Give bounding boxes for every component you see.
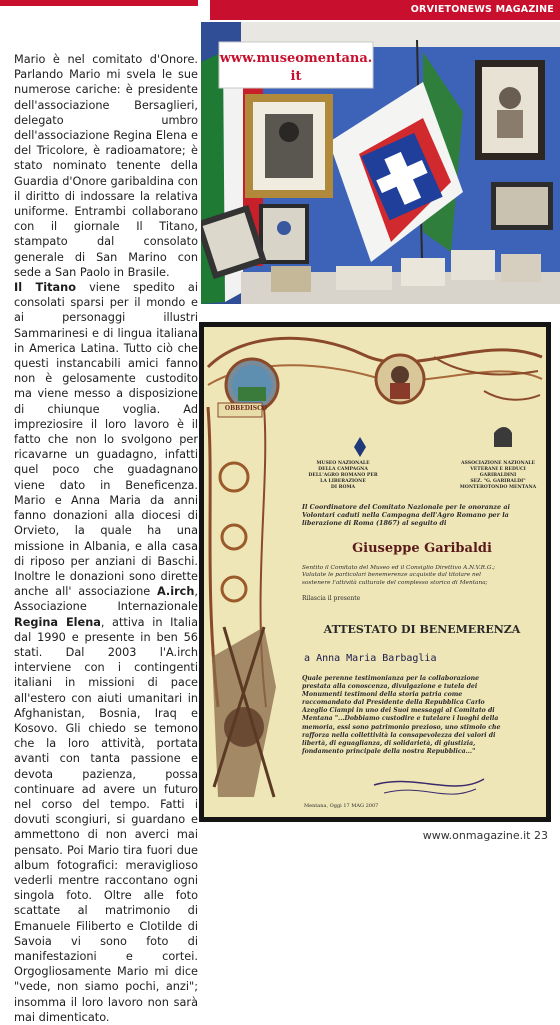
page-footer [423, 829, 548, 842]
citation-line: Monumenti testimoni della storia patria come [302, 691, 463, 699]
caption-line: GARIBALDINI [479, 473, 517, 478]
citation-line: rafforza nella collettività la consapevolezza dei valori di [302, 731, 496, 739]
recipient-name: Anna Maria Barbaglia [316, 653, 437, 664]
coordinator-intro [302, 503, 542, 528]
sentito-line: Sentito il Comitato del Museo ed il Consiglio Direttivo A.N.V.R.G.; [302, 565, 496, 571]
article-text-2: viene spedito ai consolati sparsi per il mondo e ai personaggi illustri Sammarinesi e di lingua italiana in America Latina. Tutto ciò che questi instancabili amici fanno non è gelosamente custodito ma viene messo a disposizione di chiunque voglia. Ad impreziosire il loro lavoro è il fatto che non lo svolgono per ricavarne un guadagno, infatti quel poco che guadagnano viene dato in Beneficenza. Mario e Anna Maria da anni fanno donazioni alla diocesi di Orvieto, la quale ha una missione in Albania, e alla casa di riposo per anziani di Baschi. Inoltre le donazioni sono dirette anche all' associazione [14, 281, 198, 599]
caption-line: DELLA CAMPAGNA [318, 467, 368, 472]
article-text-4: , attiva in Italia dal 1990 e presente in ben 56 stati. Dal 2003 l'A.irch interviene con i contingenti italiani in missioni di pace all'estero con aiuti umanitari in Afghanistan, Bosnia, Iraq e Kosovo. Gli chiedo se temono che la loro attività, portata avanti con tanta passione e devota pazienza, possa continuare ad avere un futuro nel corso del tempo. Fatti i dovuti scongiuri, si guardano e ammettono di non averci mai pensato. Poi Mario tira fuori due album fotografici: meraviglioso vederli mentre raccontano ogni singola foto. Oltre alle foto scattate al matrimonio di Emanuele Filiberto e Clotilde di Savoia vi sono foto di manifestazioni e cortei. Orgogliosamente Mario mi dice "vede, non siamo pochi, anzi"; insomma il loro lavoro non sarà mai dimenticato. [14, 615, 198, 1024]
obbedisco-banner: OBBEDISCO [224, 405, 268, 412]
citation-line: Mentana "...Dobbiamo custodire e tutelare i luoghi della [302, 715, 499, 723]
citation-body [302, 675, 542, 756]
citation-line: Quale perenne testimonianza per la collaborazione [302, 675, 480, 682]
intro-line: Il Coordinatore del Comitato Nazionale per le onoranze ai [302, 503, 510, 511]
citation-line: prestata alla conoscenza, divulgazione e tutela dei [302, 683, 478, 691]
place-date: Mentana, Oggi 17 MAG 2007 [304, 803, 379, 809]
sentito-line: sostenere l'attività culturale del complesso storico di Mentana; [302, 579, 488, 586]
citation-line: raccomandato dal Presidente della Repubblica Carlo [302, 699, 485, 707]
caption-line: MUSEO NAZIONALE [316, 461, 370, 466]
caption-line: LA LIBERAZIONE [320, 479, 366, 484]
association-logo-caption [452, 461, 544, 491]
attestato-title: ATTESTATO DI BENEMERENZA [323, 623, 521, 636]
citation-line: Azeglio Ciampi in uno dei Suoi messaggi al Comitato di [302, 707, 495, 715]
article-text-1: Mario è nel comitato d'Onore. Parlando Mario mi svela le sue numerose cariche: è presidente dell'associazione Bersaglieri, delegato umbro dell'associazione Regina Elena e del Tricolore, è radioamatore; è stato nominato tenente della Guardia d'Onore garibaldina con il diritto di indossare la relativa uniforme. Entrambi collaborano con il giornale Il Titano, stampato dal consolato generale di San Marino con sede a San Paolo in Brasile. [14, 53, 198, 279]
caption-line: SEZ. "G. GARIBALDI" [470, 479, 526, 484]
museum-photo [201, 22, 560, 304]
article-text-3: , Associazione Internazionale [14, 585, 198, 614]
caption-line: VETERANI E REDUCI [470, 467, 526, 472]
museum-sign-line-1: www.museomentana. [219, 51, 373, 66]
museum-sign-line-2: it [290, 69, 302, 84]
museum-logo-caption [300, 461, 386, 491]
citation-line: memoria, essi sono patrimonio prezioso, uno stimolo che [302, 723, 501, 731]
magazine-name: ORVIETONEWS MAGAZINE [410, 4, 554, 15]
article-paragraph [14, 52, 198, 1025]
garibaldi-name: Giuseppe Garibaldi [352, 541, 492, 556]
intro-line: Volontari caduti nella Campagna dell'Agro Romano per la [302, 511, 509, 520]
caption-line: DELL'AGRO ROMANO PER [308, 473, 378, 478]
article-column [14, 52, 198, 1025]
header-band [210, 0, 560, 20]
museum-display-illustration [201, 22, 560, 304]
regina-elena-name: Regina Elena [14, 615, 101, 629]
page-number: 23 [534, 829, 548, 842]
citation-line: fondamento principale della nostra Repubblica..." [302, 747, 476, 755]
attestato-diploma [204, 327, 546, 817]
recipient-line [304, 653, 544, 664]
airch-name: A.irch [156, 585, 195, 599]
footer-url: www.onmagazine.it [422, 829, 531, 842]
caption-line: MONTEROTONDO MENTANA [459, 485, 537, 490]
header-accent-strip [0, 0, 198, 6]
intro-line: liberazione di Roma (1867) al seguito di [302, 519, 447, 528]
caption-line: DI ROMA [330, 485, 356, 490]
titano-name: Il Titano [14, 281, 76, 295]
citation-line: libertà, di eguaglianza, di solidarietà, di giustizia, [302, 739, 476, 747]
caption-line: ASSOCIAZIONE NAZIONALE [460, 461, 536, 466]
top-bar [0, 0, 560, 22]
rilascia-line: Rilascia il presente [302, 595, 361, 602]
sentito-block [302, 565, 542, 587]
sentito-line: Valutate le particolari benemerenze acquisite dal titolare nel [302, 572, 482, 579]
recipient-prefix: a [304, 653, 311, 664]
